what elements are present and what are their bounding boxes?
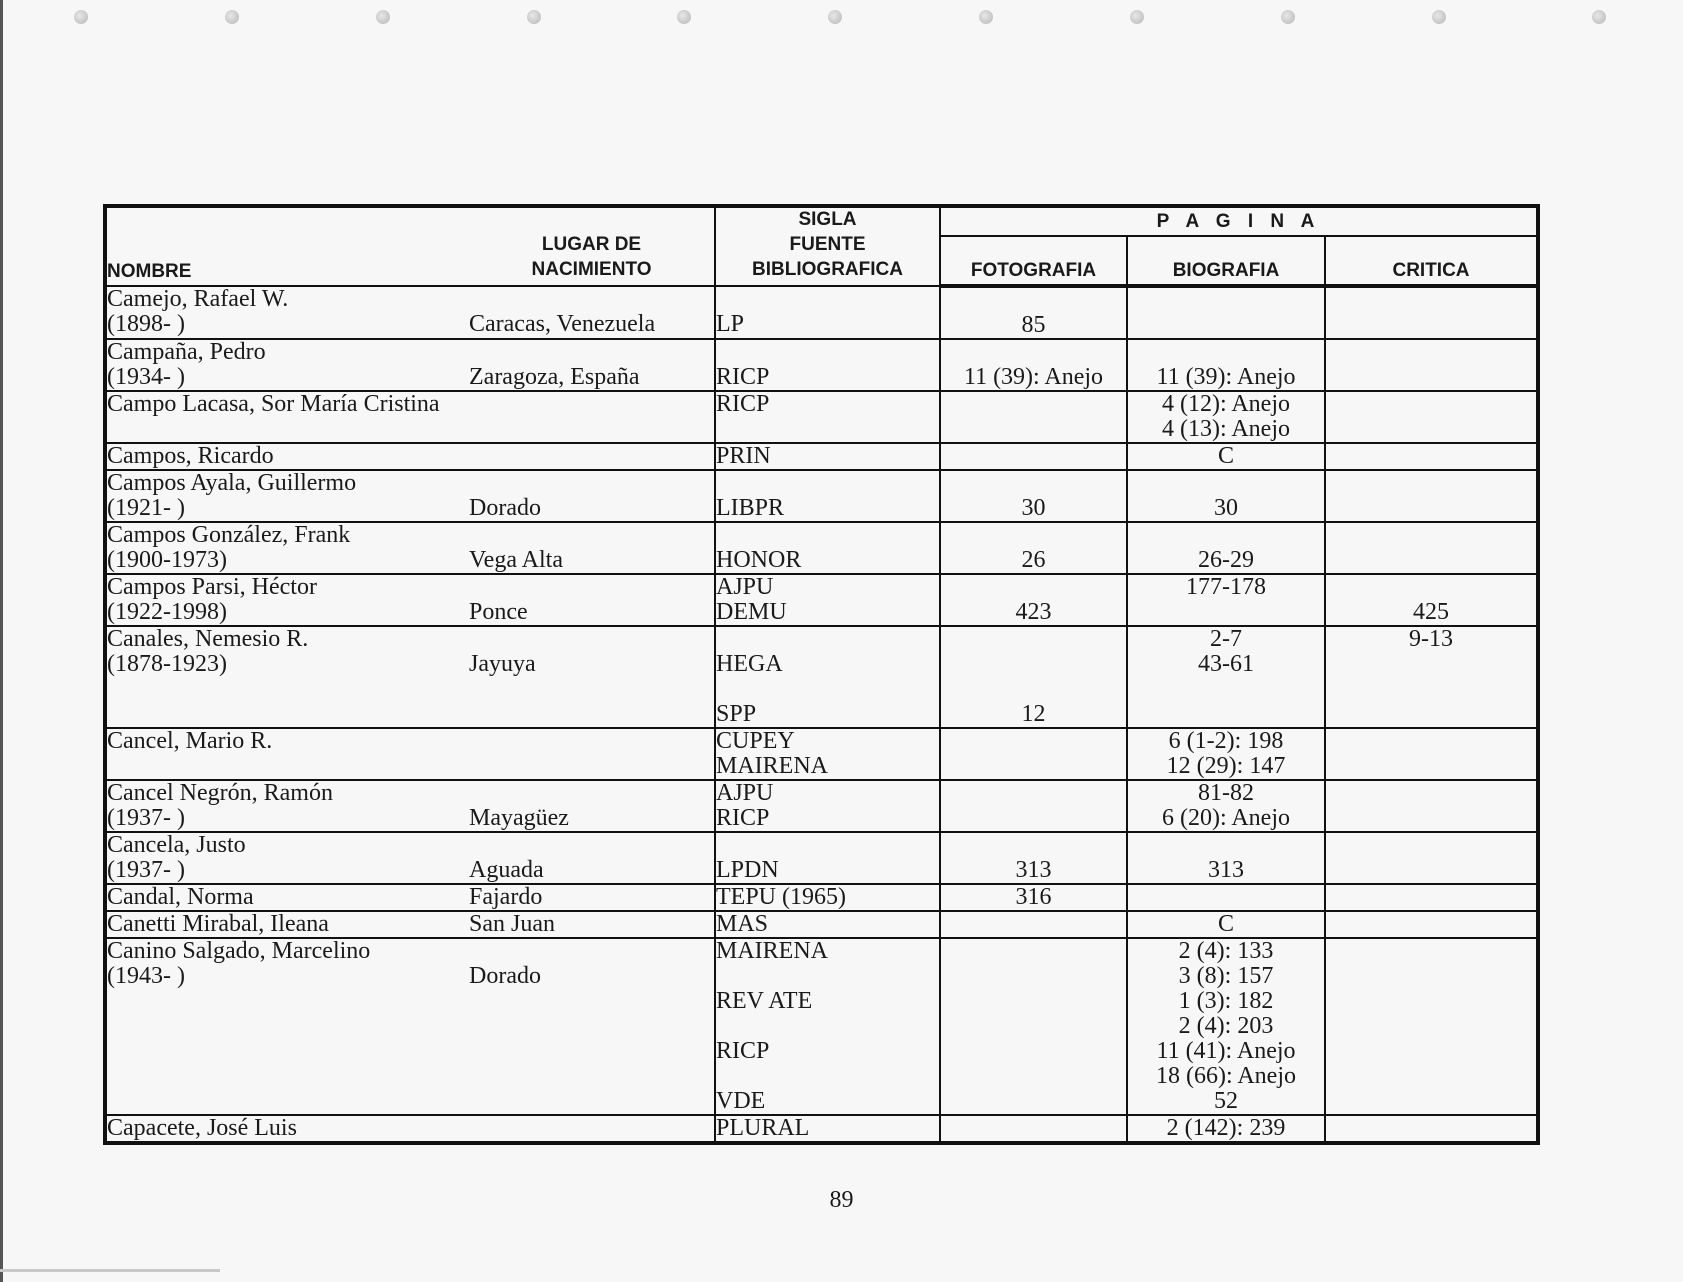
binder-hole bbox=[225, 10, 239, 24]
source-code: CUPEY bbox=[716, 728, 795, 754]
author-name: Candal, Norma bbox=[107, 884, 254, 910]
cell-nombre bbox=[105, 339, 469, 391]
cell-lugar bbox=[469, 728, 715, 780]
column-header-nombre: NOMBRE bbox=[105, 206, 469, 286]
biography-page: 3 (8): 157 bbox=[1178, 963, 1274, 989]
photo-page: 313 bbox=[1015, 857, 1052, 883]
page-left-edge bbox=[0, 0, 3, 1282]
source-code: TEPU (1965) bbox=[716, 884, 846, 910]
cell-critica bbox=[1325, 884, 1538, 911]
cell-sigla bbox=[715, 470, 940, 522]
source-code: LP bbox=[716, 311, 745, 337]
source-code: PRIN bbox=[716, 443, 771, 469]
biography-page: 18 (66): Anejo bbox=[1156, 1063, 1296, 1089]
cell-biografia bbox=[1127, 522, 1325, 574]
biography-page: 4 (12): Anejo bbox=[1162, 391, 1290, 417]
binder-hole bbox=[1130, 10, 1144, 24]
cell-sigla bbox=[715, 626, 940, 728]
binder-hole bbox=[376, 10, 390, 24]
cell-nombre bbox=[105, 443, 469, 470]
cell-nombre bbox=[105, 911, 469, 938]
cell-critica bbox=[1325, 339, 1538, 391]
biography-page: 6 (1-2): 198 bbox=[1168, 728, 1284, 754]
cell-sigla bbox=[715, 443, 940, 470]
binder-hole bbox=[1592, 10, 1606, 24]
bibliography-table bbox=[103, 204, 1540, 1145]
cell-biografia bbox=[1127, 780, 1325, 832]
cell-sigla bbox=[715, 1115, 940, 1143]
binder-hole bbox=[1281, 10, 1295, 24]
author-name: Campos, Ricardo bbox=[107, 443, 274, 469]
cell-critica bbox=[1325, 1115, 1538, 1143]
author-name: Canales, Nemesio R. bbox=[107, 626, 309, 652]
cell-critica bbox=[1325, 443, 1538, 470]
cell-lugar bbox=[469, 522, 715, 574]
binder-hole bbox=[677, 10, 691, 24]
source-code: REV ATE bbox=[716, 988, 813, 1014]
author-dates: (1878-1923) bbox=[107, 651, 227, 677]
author-name: Capacete, José Luis bbox=[107, 1115, 297, 1141]
photo-page: 12 bbox=[1021, 701, 1046, 727]
author-name: Cancel, Mario R. bbox=[107, 728, 273, 754]
birthplace: Mayagüez bbox=[469, 805, 569, 831]
critique-page: 9-13 bbox=[1409, 626, 1453, 652]
binder-hole bbox=[979, 10, 993, 24]
biography-page: 6 (20): Anejo bbox=[1162, 805, 1290, 831]
binder-hole bbox=[1432, 10, 1446, 24]
column-group-header-pagina: P A G I N A bbox=[940, 206, 1538, 236]
cell-fotografia bbox=[940, 443, 1127, 470]
table-row bbox=[105, 832, 1538, 884]
biography-page: 43-61 bbox=[1198, 651, 1254, 677]
photo-page: 30 bbox=[1021, 495, 1046, 521]
cell-lugar bbox=[469, 470, 715, 522]
cell-nombre bbox=[105, 574, 469, 626]
photo-page: 316 bbox=[1015, 884, 1052, 910]
cell-sigla bbox=[715, 911, 940, 938]
author-dates: (1937- ) bbox=[107, 805, 185, 831]
author-dates: (1900-1973) bbox=[107, 547, 227, 573]
biography-page: 1 (3): 182 bbox=[1178, 988, 1274, 1014]
biography-page: 52 bbox=[1214, 1088, 1238, 1114]
cell-nombre bbox=[105, 626, 469, 728]
cell-sigla bbox=[715, 522, 940, 574]
source-code: MAIRENA bbox=[716, 753, 828, 779]
cell-nombre bbox=[105, 391, 469, 443]
birthplace: Vega Alta bbox=[469, 547, 563, 573]
column-header-biografia: BIOGRAFIA bbox=[1127, 236, 1325, 286]
cell-lugar bbox=[469, 574, 715, 626]
table-row bbox=[105, 884, 1538, 911]
cell-critica bbox=[1325, 911, 1538, 938]
author-dates: (1937- ) bbox=[107, 857, 185, 883]
cell-sigla bbox=[715, 728, 940, 780]
critique-page: 425 bbox=[1413, 599, 1449, 625]
source-code: HEGA bbox=[716, 651, 783, 677]
source-code: LPDN bbox=[716, 857, 779, 883]
cell-fotografia bbox=[940, 391, 1127, 443]
cell-critica bbox=[1325, 626, 1538, 728]
cell-sigla bbox=[715, 884, 940, 911]
author-name: Campos Parsi, Héctor bbox=[107, 574, 317, 600]
cell-lugar bbox=[469, 832, 715, 884]
biography-page: C bbox=[1217, 911, 1234, 937]
column-header-sigla: SIGLA FUENTE BIBLIOGRAFICA bbox=[715, 206, 940, 286]
source-code: AJPU bbox=[716, 574, 774, 600]
table-row bbox=[105, 339, 1538, 391]
cell-sigla bbox=[715, 339, 940, 391]
cell-critica bbox=[1325, 780, 1538, 832]
biography-page: 2 (142): 239 bbox=[1166, 1115, 1286, 1141]
cell-biografia bbox=[1127, 574, 1325, 626]
table-row bbox=[105, 522, 1538, 574]
biography-page: C bbox=[1217, 443, 1234, 469]
cell-nombre bbox=[105, 832, 469, 884]
column-header-critica: CRITICA bbox=[1325, 236, 1538, 286]
cell-fotografia bbox=[940, 780, 1127, 832]
cell-sigla bbox=[715, 574, 940, 626]
cell-biografia bbox=[1127, 391, 1325, 443]
cell-fotografia bbox=[940, 522, 1127, 574]
cell-biografia bbox=[1127, 1115, 1325, 1143]
binder-hole bbox=[74, 10, 88, 24]
birthplace: Dorado bbox=[469, 963, 541, 989]
author-name: Campos Ayala, Guillermo bbox=[107, 470, 357, 496]
table-row bbox=[105, 938, 1538, 1115]
author-name: Campos González, Frank bbox=[107, 522, 351, 548]
column-header-fotografia: FOTOGRAFIA bbox=[940, 236, 1127, 286]
birthplace: Aguada bbox=[469, 857, 544, 883]
table-row bbox=[105, 470, 1538, 522]
table-row bbox=[105, 443, 1538, 470]
author-name: Canetti Mirabal, Ileana bbox=[107, 911, 329, 937]
cell-fotografia bbox=[940, 470, 1127, 522]
cell-nombre bbox=[105, 1115, 469, 1143]
source-code: MAS bbox=[716, 911, 769, 937]
table-row bbox=[105, 626, 1538, 728]
table-row bbox=[105, 1115, 1538, 1143]
birthplace: Dorado bbox=[469, 495, 541, 521]
author-name: Cancela, Justo bbox=[107, 832, 246, 858]
biography-page: 81-82 bbox=[1198, 780, 1254, 806]
cell-biografia bbox=[1127, 286, 1325, 339]
birthplace: Ponce bbox=[469, 599, 528, 625]
photo-page: 26 bbox=[1021, 547, 1046, 573]
cell-biografia bbox=[1127, 470, 1325, 522]
cell-nombre bbox=[105, 938, 469, 1115]
author-name: Camejo, Rafael W. bbox=[107, 286, 289, 312]
cell-critica bbox=[1325, 286, 1538, 339]
author-name: Campo Lacasa, Sor María Cristina bbox=[107, 391, 440, 417]
binder-hole bbox=[527, 10, 541, 24]
author-dates: (1934- ) bbox=[107, 364, 185, 390]
table-row bbox=[105, 911, 1538, 938]
biography-page: 2-7 bbox=[1210, 626, 1242, 652]
binder-hole bbox=[828, 10, 842, 24]
cell-lugar bbox=[469, 626, 715, 728]
birthplace: Jayuya bbox=[469, 651, 536, 677]
cell-nombre bbox=[105, 728, 469, 780]
cell-sigla bbox=[715, 832, 940, 884]
column-header-lugar: LUGAR DE NACIMIENTO bbox=[469, 206, 715, 286]
cell-sigla bbox=[715, 780, 940, 832]
biography-page: 177-178 bbox=[1186, 574, 1266, 600]
binder-holes bbox=[0, 10, 1683, 34]
cell-fotografia bbox=[940, 626, 1127, 728]
cell-sigla bbox=[715, 938, 940, 1115]
biography-page: 11 (39): Anejo bbox=[1156, 364, 1296, 390]
source-code: RICP bbox=[716, 391, 770, 417]
cell-critica bbox=[1325, 938, 1538, 1115]
cell-lugar bbox=[469, 443, 715, 470]
biography-page: 11 (41): Anejo bbox=[1156, 1038, 1296, 1064]
table-row bbox=[105, 728, 1538, 780]
birthplace: Zaragoza, España bbox=[469, 364, 640, 390]
source-code: RICP bbox=[716, 805, 770, 831]
author-dates: (1922-1998) bbox=[107, 599, 227, 625]
cell-lugar bbox=[469, 286, 715, 339]
table-body bbox=[105, 286, 1538, 1143]
table-row bbox=[105, 286, 1538, 339]
cell-biografia bbox=[1127, 911, 1325, 938]
author-dates: (1921- ) bbox=[107, 495, 185, 521]
cell-sigla bbox=[715, 286, 940, 339]
page-number: 89 bbox=[829, 1187, 854, 1213]
cell-fotografia bbox=[940, 286, 1127, 339]
source-code: AJPU bbox=[716, 780, 774, 806]
biography-page: 26-29 bbox=[1198, 547, 1254, 573]
cell-lugar bbox=[469, 780, 715, 832]
source-code: SPP bbox=[716, 701, 757, 727]
cell-biografia bbox=[1127, 339, 1325, 391]
author-name: Campaña, Pedro bbox=[107, 339, 266, 365]
author-name: Canino Salgado, Marcelino bbox=[107, 938, 371, 964]
source-code: VDE bbox=[716, 1088, 766, 1114]
cell-biografia bbox=[1127, 832, 1325, 884]
cell-lugar bbox=[469, 391, 715, 443]
cell-fotografia bbox=[940, 938, 1127, 1115]
birthplace: Fajardo bbox=[469, 884, 543, 910]
cell-fotografia bbox=[940, 574, 1127, 626]
table-row bbox=[105, 574, 1538, 626]
cell-lugar bbox=[469, 911, 715, 938]
biography-page: 30 bbox=[1214, 495, 1238, 521]
cell-fotografia bbox=[940, 728, 1127, 780]
source-code: MAIRENA bbox=[716, 938, 828, 964]
cell-lugar bbox=[469, 884, 715, 911]
cell-biografia bbox=[1127, 443, 1325, 470]
cell-nombre bbox=[105, 522, 469, 574]
cell-biografia bbox=[1127, 938, 1325, 1115]
cell-lugar bbox=[469, 938, 715, 1115]
cell-nombre bbox=[105, 780, 469, 832]
biography-page: 313 bbox=[1208, 857, 1244, 883]
biography-page: 2 (4): 203 bbox=[1178, 1013, 1274, 1039]
source-code: RICP bbox=[716, 364, 770, 390]
birthplace: San Juan bbox=[469, 911, 555, 937]
cell-lugar bbox=[469, 339, 715, 391]
cell-critica bbox=[1325, 832, 1538, 884]
source-code: RICP bbox=[716, 1038, 770, 1064]
cell-fotografia bbox=[940, 832, 1127, 884]
table-row bbox=[105, 391, 1538, 443]
author-dates: (1898- ) bbox=[107, 311, 185, 337]
photo-page: 85 bbox=[1021, 312, 1046, 338]
cell-critica bbox=[1325, 574, 1538, 626]
page-bottom-edge bbox=[0, 1269, 220, 1272]
cell-biografia bbox=[1127, 884, 1325, 911]
cell-biografia bbox=[1127, 626, 1325, 728]
cell-critica bbox=[1325, 728, 1538, 780]
photo-page: 423 bbox=[1015, 599, 1052, 625]
biography-page: 2 (4): 133 bbox=[1178, 938, 1274, 964]
source-code: HONOR bbox=[716, 547, 802, 573]
source-code: PLURAL bbox=[716, 1115, 810, 1141]
cell-nombre bbox=[105, 286, 469, 339]
cell-critica bbox=[1325, 470, 1538, 522]
cell-sigla bbox=[715, 391, 940, 443]
biography-page: 12 (29): 147 bbox=[1166, 753, 1286, 779]
author-name: Cancel Negrón, Ramón bbox=[107, 780, 333, 806]
photo-page: 11 (39): Anejo bbox=[963, 364, 1104, 390]
cell-critica bbox=[1325, 522, 1538, 574]
cell-fotografia bbox=[940, 911, 1127, 938]
source-code: LIBPR bbox=[716, 495, 785, 521]
birthplace: Caracas, Venezuela bbox=[469, 311, 656, 337]
cell-lugar bbox=[469, 1115, 715, 1143]
author-dates: (1943- ) bbox=[107, 963, 185, 989]
cell-fotografia bbox=[940, 1115, 1127, 1143]
table-row bbox=[105, 780, 1538, 832]
cell-critica bbox=[1325, 391, 1538, 443]
cell-fotografia bbox=[940, 884, 1127, 911]
cell-fotografia bbox=[940, 339, 1127, 391]
biography-page: 4 (13): Anejo bbox=[1162, 416, 1290, 442]
cell-nombre bbox=[105, 470, 469, 522]
cell-nombre bbox=[105, 884, 469, 911]
source-code: DEMU bbox=[716, 599, 787, 625]
cell-biografia bbox=[1127, 728, 1325, 780]
